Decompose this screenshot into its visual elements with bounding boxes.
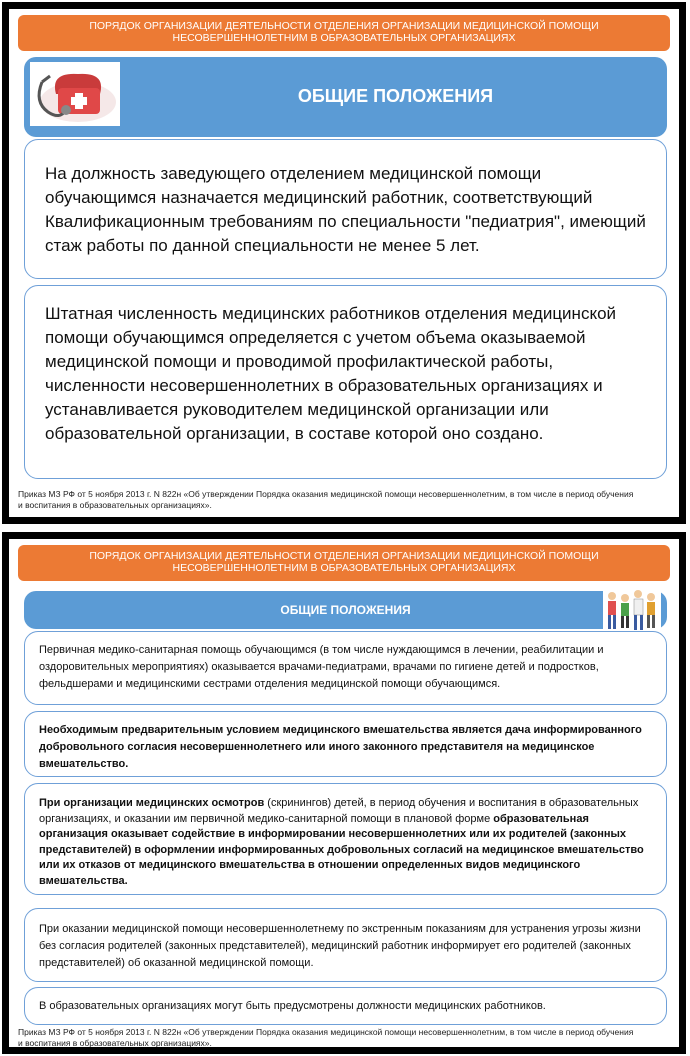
slide-1-canvas xyxy=(9,9,679,517)
slide-1-heading: ОБЩИЕ ПОЛОЖЕНИЯ xyxy=(297,86,494,106)
slide-1-title-banner xyxy=(18,15,670,51)
medical-bag-stethoscope-icon xyxy=(30,62,120,126)
slide-2-text-box-5 xyxy=(24,987,667,1025)
slide-2-box-1-text: Первичная медико-санитарная помощь обучающимся (в том числе нуждающимся в лечении, реабилитации и оздоровительных мероприятиях) оказывается врачами-педиатрами, врачами по гигиене детей и подростков, фельдшерами и медицинскими сестрами отделения медицинской помощи обучающимся. xyxy=(39,644,604,690)
box-3-bold-tail: образовательная организация оказывает содействие в информировании несовершеннолетних или их родителей (законных представителей) в оформлении информированных добровольных согласий на медицинское вмешательство или их отказов от медицинского вмешательства в отношении определенных видов медицинского вмешательства. xyxy=(39,812,644,887)
slide-1-box-2-text: Штатная численность медицинских работников отделения медицинской помощи обучающимся определяется с учетом объема оказываемой медицинской помощи и проводимой профилактической работы, численности несовершеннолетних в образовательных организациях и устанавливается руководителем медицинской организации или образовательной организации, в составе которой оно создано. xyxy=(45,304,617,443)
banner-line-2: НЕСОВЕРШЕННОЛЕТНИМ В ОБРАЗОВАТЕЛЬНЫХ ОРГАНИЗАЦИЯХ xyxy=(172,32,516,44)
slide-2-text-box-2 xyxy=(24,711,667,777)
slide-2-source-note: Приказ МЗ РФ от 5 ноября 2013 г. N 822н «Об утверждении Порядка оказания медицинской помощи несовершеннолетним, в том числе в период обучения и воспитания в образовательных организациях». xyxy=(18,1027,634,1047)
banner-line-1: ПОРЯДОК ОРГАНИЗАЦИИ ДЕЯТЕЛЬНОСТИ ОТДЕЛЕНИЯ ОРГАНИЗАЦИИ МЕДИЦИНСКОЙ ПОМОЩИ xyxy=(89,550,599,562)
slide-1-text-box-2 xyxy=(24,285,667,479)
slide-2-box-3-text xyxy=(39,796,654,889)
slide-2-heading: ОБЩИЕ ПОЛОЖЕНИЯ xyxy=(280,603,411,617)
slide-2 xyxy=(2,532,686,1054)
slide-2-box-5-text: В образовательных организациях могут быть предусмотрены должности медицинских работников. xyxy=(39,1000,546,1012)
banner-line-1: ПОРЯДОК ОРГАНИЗАЦИИ ДЕЯТЕЛЬНОСТИ ОТДЕЛЕНИЯ ОРГАНИЗАЦИИ МЕДИЦИНСКОЙ ПОМОЩИ xyxy=(89,20,599,32)
banner-line-2: НЕСОВЕРШЕННОЛЕТНИМ В ОБРАЗОВАТЕЛЬНЫХ ОРГАНИЗАЦИЯХ xyxy=(172,562,516,574)
box-3-plain: (скринингов) детей, в период обучения и воспитания в образовательных организациях, и оказании им первичной медико-санитарной помощи в плановой форме xyxy=(39,797,639,825)
slide-2-text-box-4 xyxy=(24,908,667,982)
box-3-bold-lead: При организации медицинских осмотров xyxy=(39,797,265,809)
slide-2-box-4-text: При оказании медицинской помощи несовершеннолетнему по экстренным показаниям для устранения угрозы жизни без согласия родителей (законных представителей), медицинский работник информирует его родителей (законных представителей) об оказанной медицинской помощи. xyxy=(39,923,641,969)
children-group-icon xyxy=(603,587,661,635)
slide-1 xyxy=(2,2,686,524)
slide-2-text-box-3 xyxy=(24,783,667,895)
slide-1-text-box-1 xyxy=(24,139,667,279)
slide-2-canvas xyxy=(9,539,679,1047)
slide-2-text-box-1 xyxy=(24,631,667,705)
slide-1-source-note: Приказ МЗ РФ от 5 ноября 2013 г. N 822н «Об утверждении Порядка оказания медицинской помощи несовершеннолетним, в том числе в период обучения и воспитания в образовательных организациях». xyxy=(18,489,634,510)
slide-2-box-2-text: Необходимым предварительным условием медицинского вмешательства является дача информированного добровольного согласия несовершеннолетнего или иного законного представителя на медицинское вмешательство. xyxy=(39,724,642,770)
slide-1-box-1-text: На должность заведующего отделением медицинской помощи обучающимся назначается медицинский работник, соответствующий Квалификационным требованиям по специальности "педиатрия", имеющий стаж работы по данной специальности не менее 5 лет. xyxy=(45,164,646,255)
slide-2-section-header xyxy=(24,591,667,629)
slide-1-section-header xyxy=(24,57,667,137)
slide-2-title-banner xyxy=(18,545,670,581)
